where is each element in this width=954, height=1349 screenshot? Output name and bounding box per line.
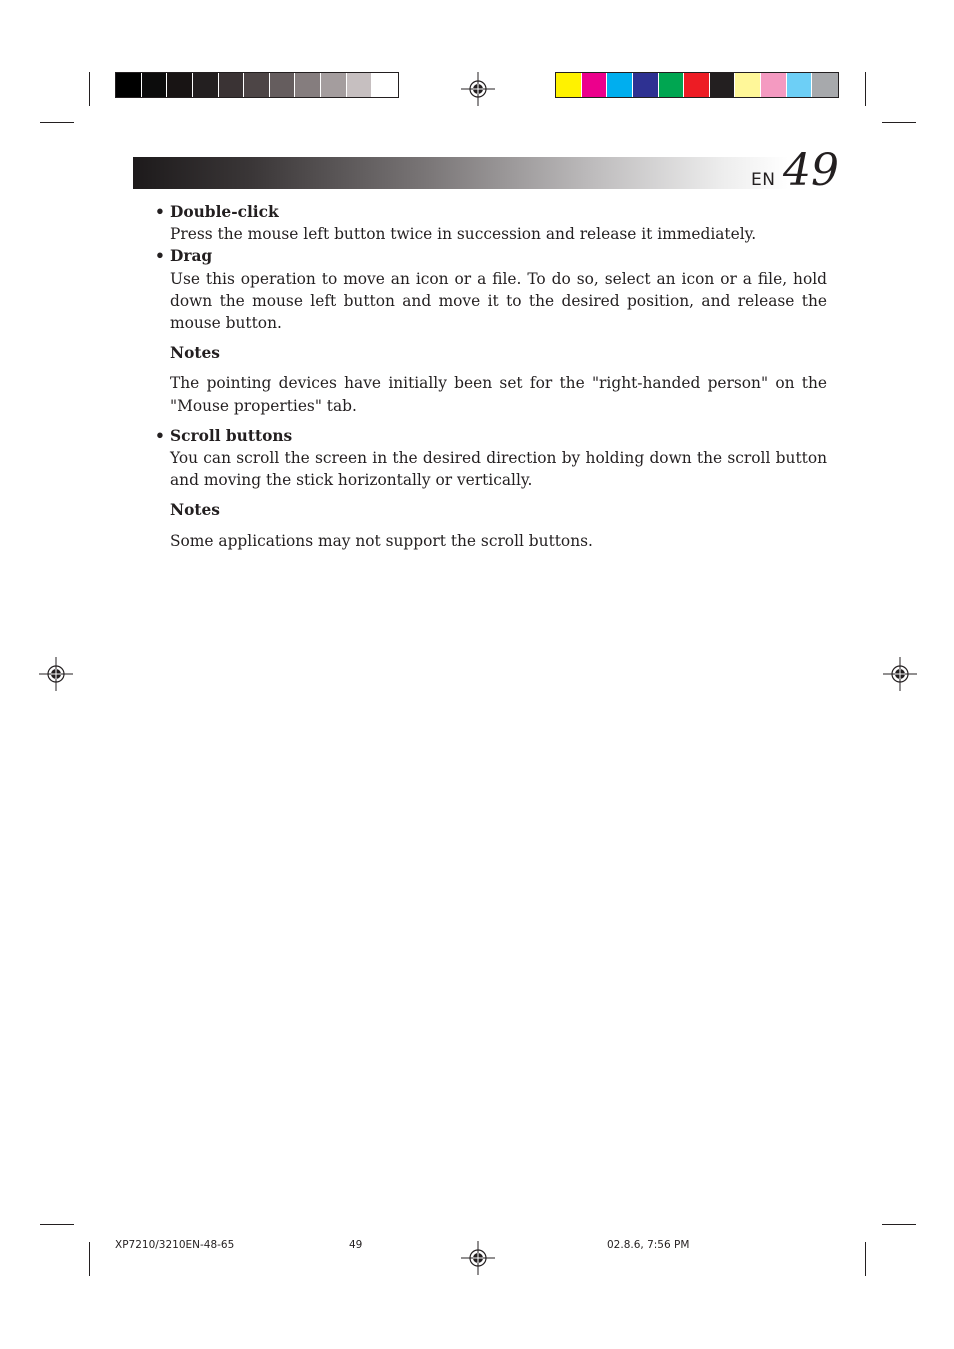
gray-swatch: [167, 73, 193, 97]
color-swatch: [659, 73, 685, 97]
crop-mark-top-right-v: [865, 72, 866, 106]
color-swatch: [787, 73, 813, 97]
crop-mark-top-left-h: [40, 122, 74, 123]
color-swatch: [710, 73, 736, 97]
color-calibration-bar: [555, 72, 839, 98]
footer-timestamp: 02.8.6, 7:56 PM: [607, 1239, 690, 1251]
gray-swatch: [244, 73, 270, 97]
description: Press the mouse left button twice in succession and release it immediately.: [170, 225, 757, 244]
gray-swatch: [270, 73, 296, 97]
gray-swatch: [321, 73, 347, 97]
gray-swatch: [219, 73, 245, 97]
notes-text: The pointing devices have initially been set for the "right-handed person" on the "Mouse properties" tab.: [170, 374, 827, 415]
registration-mark-right-icon: [883, 657, 917, 691]
list-item: [155, 245, 827, 334]
notes-text: Some applications may not support the scroll buttons.: [170, 531, 593, 550]
bullet: •: [155, 247, 165, 266]
footer-page-number: 49: [349, 1239, 363, 1251]
gray-swatch: [295, 73, 321, 97]
color-swatch: [607, 73, 633, 97]
color-swatch: [556, 73, 582, 97]
crop-mark-bottom-right-v: [865, 1242, 866, 1276]
language-label: EN: [751, 170, 776, 190]
description: Use this operation to move an icon or a file. To do so, select an icon or a file, hold down the mouse left button and move it to the desired position, and release the mouse button.: [170, 269, 827, 333]
crop-mark-bottom-right-h: [882, 1224, 916, 1225]
bullet: •: [155, 426, 165, 445]
description: You can scroll the screen in the desired direction by holding down the scroll button and moving the stick horizontally or vertically.: [170, 449, 827, 490]
color-swatch: [633, 73, 659, 97]
gray-swatch: [142, 73, 168, 97]
registration-mark-bottom-icon: [461, 1241, 495, 1275]
color-swatch: [582, 73, 608, 97]
crop-mark-bottom-left-v: [89, 1242, 90, 1276]
gray-swatch: [372, 73, 398, 97]
gray-swatch: [347, 73, 373, 97]
crop-mark-top-right-h: [882, 122, 916, 123]
registration-mark-left-icon: [39, 657, 73, 691]
term-double-click: Double-click: [170, 203, 279, 221]
list-item: [155, 425, 827, 492]
crop-mark-bottom-left-h: [40, 1224, 74, 1225]
gray-swatch: [116, 73, 142, 97]
notes-heading: Notes: [170, 501, 220, 520]
color-swatch: [812, 73, 838, 97]
grayscale-calibration-bar: [115, 72, 399, 98]
term-scroll-buttons: Scroll buttons: [170, 426, 293, 445]
page-number: 49: [783, 145, 839, 196]
notes-heading: Notes: [170, 344, 220, 363]
color-swatch: [735, 73, 761, 97]
color-swatch: [684, 73, 710, 97]
header-gradient-band: [133, 157, 788, 189]
footer-file-name: XP7210/3210EN-48-65: [115, 1239, 235, 1251]
term-drag: Drag: [170, 247, 213, 266]
page-content: [155, 201, 827, 552]
gray-swatch: [193, 73, 219, 97]
color-swatch: [761, 73, 787, 97]
list-item: [155, 201, 827, 245]
crop-mark-top-left-v: [89, 72, 90, 106]
registration-mark-top-icon: [461, 72, 495, 106]
bullet: •: [155, 203, 165, 221]
